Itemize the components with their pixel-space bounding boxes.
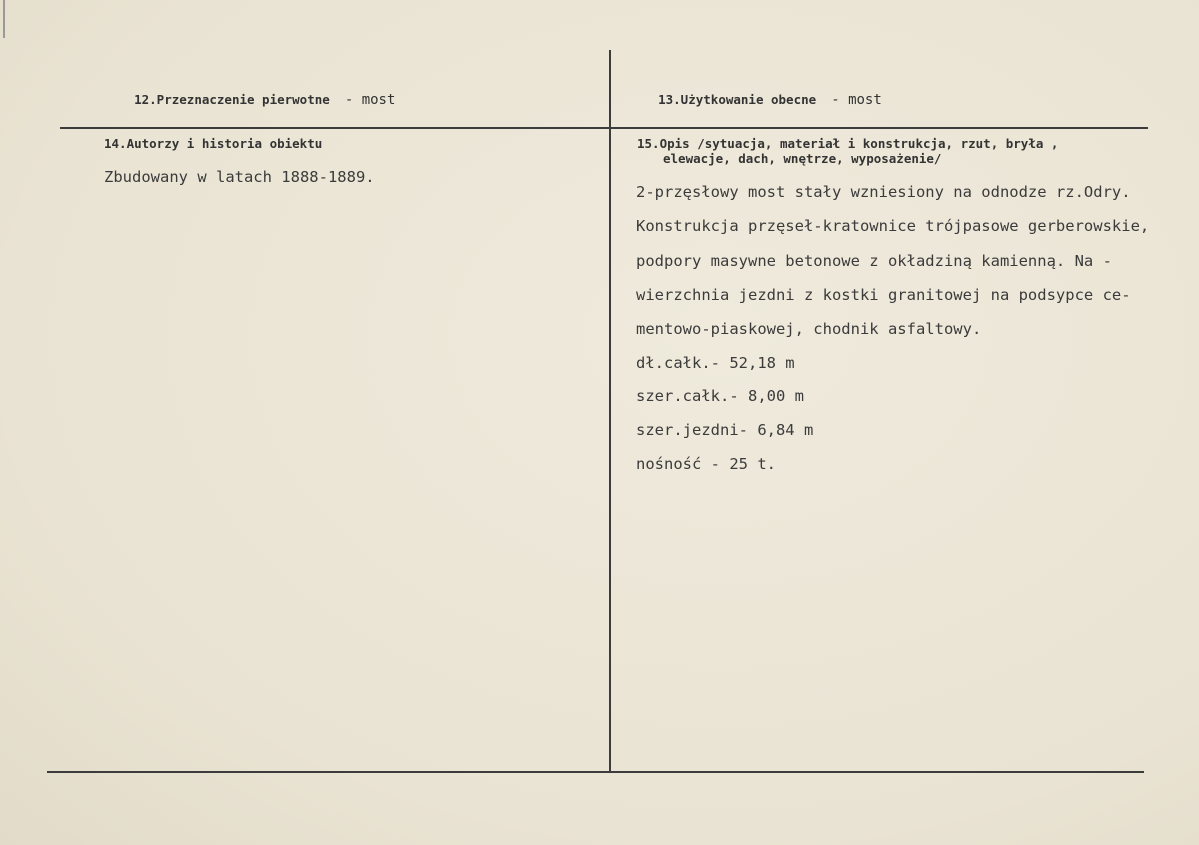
- row-divider-bottom: [47, 771, 1144, 773]
- description-line: mentowo-piaskowej, chodnik asfaltowy.: [636, 320, 982, 338]
- load-capacity: nośność - 25 t.: [636, 455, 776, 473]
- field-13-label: 13.Użytkowanie obecne: [658, 92, 817, 107]
- dimension-total-width: szer.całk.- 8,00 m: [636, 387, 804, 405]
- field-14-label: 14.Autorzy i historia obiektu: [104, 136, 323, 151]
- card-edge-mark: [3, 0, 5, 38]
- field-15-label-line-1: 15.Opis /sytuacja, materiał i konstrukcja, rzut, bryła ,: [637, 136, 1059, 151]
- field-14-text: Zbudowany w latach 1888-1889.: [104, 168, 375, 186]
- field-12-heading: [104, 77, 395, 123]
- field-15-label-line-2: elewacje, dach, wnętrze, wyposażenie/: [663, 151, 942, 166]
- field-13-value: - most: [831, 92, 882, 108]
- description-line: wierzchnia jezdni z kostki granitowej na podsypce ce-: [636, 286, 1131, 304]
- field-12-label: 12.Przeznaczenie pierwotne: [134, 92, 330, 107]
- description-line: 2-przęsłowy most stały wzniesiony na odnodze rz.Odry.: [636, 183, 1131, 201]
- row-divider-top: [60, 127, 1148, 129]
- field-12-value: - most: [344, 92, 396, 108]
- description-line: podpory masywne betonowe z okładziną kamienną. Na -: [636, 252, 1112, 270]
- column-divider: [609, 50, 611, 772]
- dimension-roadway-width: szer.jezdni- 6,84 m: [636, 421, 814, 439]
- dimension-total-length: dł.całk.- 52,18 m: [636, 354, 795, 372]
- field-13-heading: [628, 77, 882, 123]
- description-line: Konstrukcja przęseł-kratownice trójpasowe gerberowskie,: [636, 217, 1150, 235]
